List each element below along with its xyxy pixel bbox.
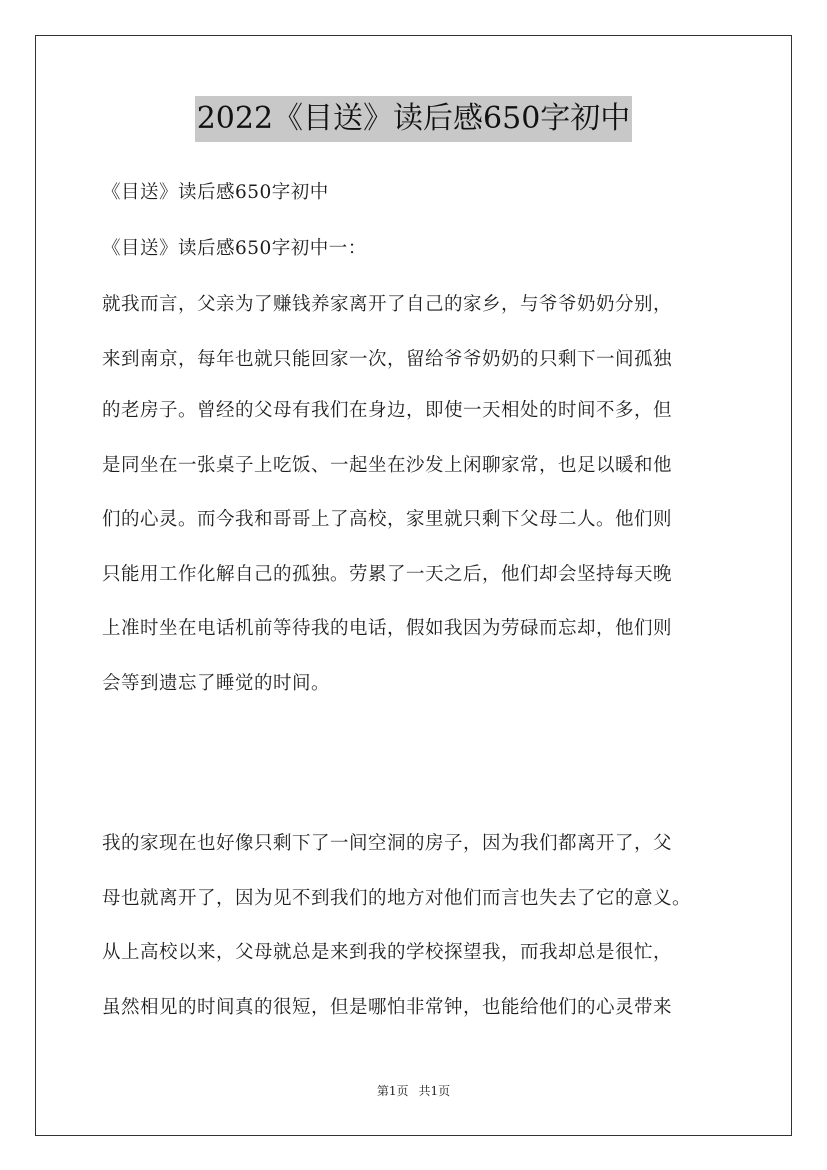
page-total: 共1页: [418, 1084, 451, 1098]
body-line: 们的心灵。而今我和哥哥上了高校，家里就只剩下父母二人。他们则: [102, 509, 673, 530]
title-container: [0, 96, 827, 142]
document-subtitle: 《目送》读后感650字初中: [102, 182, 329, 203]
section-heading: 《目送》读后感650字初中一：: [102, 238, 367, 259]
body-line: 从上高校以来，父母就总是来到我的学校探望我，而我却总是很忙，: [102, 942, 673, 963]
body-line: 虽然相见的时间真的很短，但是哪怕非常钟，也能给他们的心灵带来: [102, 997, 673, 1018]
body-line: 是同坐在一张桌子上吃饭、一起坐在沙发上闲聊家常，也足以暖和他: [102, 455, 673, 476]
document-title: 2022《目送》读后感650字初中: [195, 96, 633, 142]
body-line: 只能用工作化解自己的孤独。劳累了一天之后，他们却会坚持每天晚: [102, 564, 673, 585]
body-line: 母也就离开了，因为见不到我们的地方对他们而言也失去了它的意义。: [102, 888, 692, 909]
body-line: 的老房子。曾经的父母有我们在身边，即使一天相处的时间不多，但: [102, 400, 673, 421]
body-line: 就我而言，父亲为了赚钱养家离开了自己的家乡，与爷爷奶奶分别，: [102, 294, 673, 315]
body-line: 我的家现在也好像只剩下了一间空洞的房子，因为我们都离开了，父: [102, 833, 673, 854]
page-footer: [0, 1083, 827, 1099]
body-line: 来到南京，每年也就只能回家一次，留给爷爷奶奶的只剩下一间孤独: [102, 349, 673, 370]
body-line: 上准时坐在电话机前等待我的电话，假如我因为劳碌而忘却，他们则: [102, 618, 673, 639]
page-number: 第1页: [376, 1084, 409, 1098]
body-line: 会等到遗忘了睡觉的时间。: [102, 673, 331, 694]
